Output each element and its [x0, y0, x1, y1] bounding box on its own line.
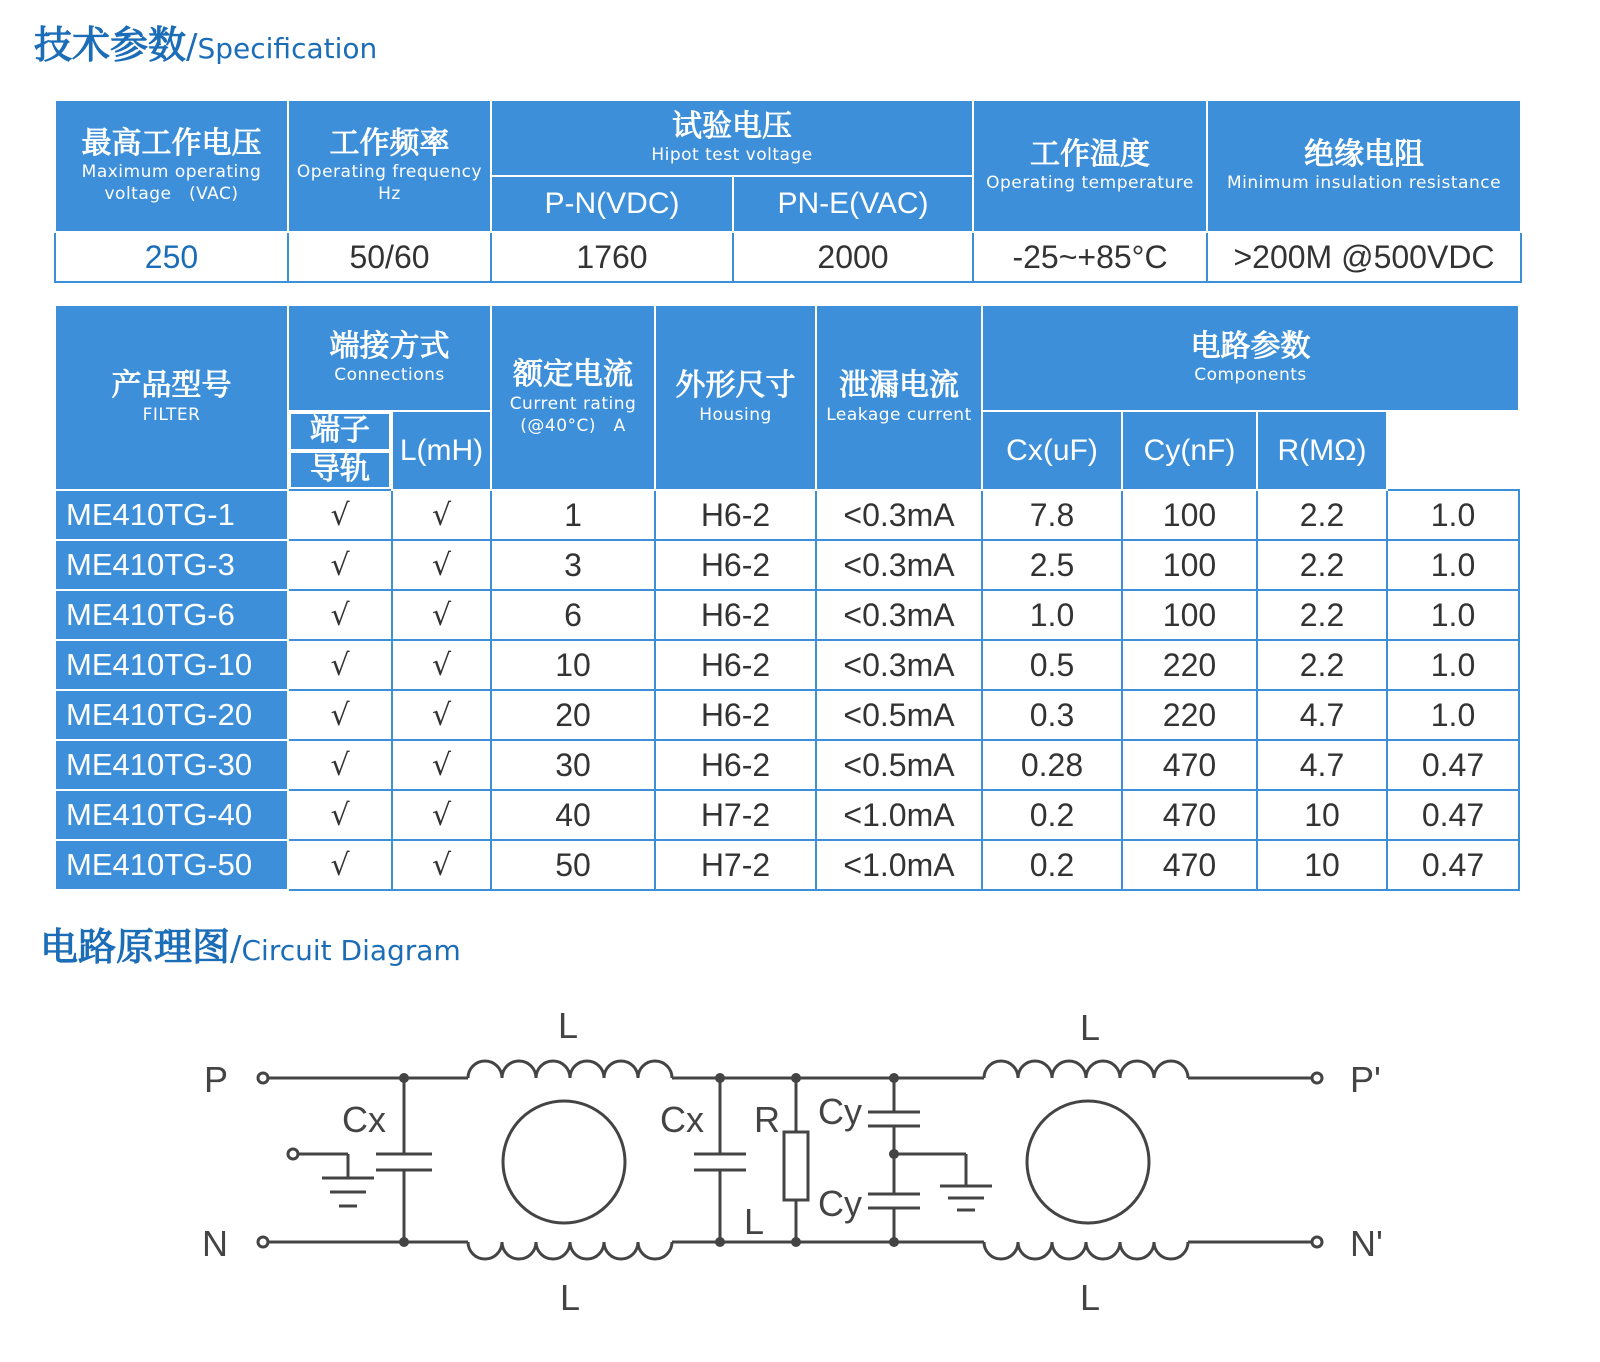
header-temperature-cn: 工作温度 — [1030, 136, 1150, 172]
cell-model: ME410TG-30 — [55, 740, 288, 790]
cell-current: 20 — [491, 690, 655, 740]
core-1 — [503, 1101, 625, 1223]
cell-current: 40 — [491, 790, 655, 840]
header-max-voltage-en1: Maximum operating — [81, 162, 262, 183]
cell-rail: √ — [392, 690, 491, 740]
header-connections-cn: 端接方式 — [329, 328, 450, 364]
circuit-wires — [268, 1061, 1312, 1259]
cell-current: 6 — [491, 590, 655, 640]
cell-cy: 2.2 — [1257, 490, 1387, 540]
inductor-top-2 — [984, 1061, 1188, 1078]
junction — [399, 1073, 409, 1083]
label-r: R — [754, 1099, 780, 1140]
header-terminal: 端子 — [289, 412, 391, 451]
junction — [715, 1237, 725, 1247]
cell-housing: H6-2 — [655, 740, 816, 790]
terminals — [258, 1073, 1322, 1247]
core-2 — [1027, 1101, 1149, 1223]
cell-r: 1.0 — [1387, 490, 1519, 540]
table-row — [55, 490, 1519, 540]
cell-cx: 470 — [1122, 740, 1257, 790]
header-temperature — [973, 100, 1207, 232]
cell-rail: √ — [392, 740, 491, 790]
spec-table — [54, 99, 1522, 283]
cell-current: 10 — [491, 640, 655, 690]
table-row — [55, 740, 1519, 790]
header-current-cn: 额定电流 — [513, 357, 633, 393]
label-cy2: Cy — [818, 1183, 862, 1224]
header-leakage-en: Leakage current — [826, 404, 972, 425]
header-frequency-cn: 工作频率 — [329, 125, 450, 161]
header-insulation — [1207, 100, 1521, 232]
cell-rail: √ — [392, 490, 491, 540]
cell-housing: H7-2 — [655, 840, 816, 890]
cell-terminal: √ — [288, 690, 392, 740]
cell-housing: H6-2 — [655, 490, 816, 540]
header-insulation-cn: 绝缘电阻 — [1304, 136, 1424, 172]
junction — [889, 1149, 899, 1159]
label-n-in: N — [202, 1223, 228, 1264]
spec-title-slash: / — [186, 27, 198, 67]
cell-cy: 4.7 — [1257, 690, 1387, 740]
header-hipot-pne: PN-E(VAC) — [733, 176, 973, 232]
circuit-section-title — [40, 916, 461, 971]
value-hipot-pn: 1760 — [491, 232, 733, 282]
value-temperature: -25~+85°C — [973, 232, 1207, 282]
header-model-cn: 产品型号 — [111, 368, 232, 404]
cell-model: ME410TG-20 — [55, 690, 288, 740]
cell-cx: 100 — [1122, 490, 1257, 540]
cell-rail: √ — [392, 590, 491, 640]
value-insulation: >200M @500VDC — [1207, 232, 1521, 282]
circuit-title-en: Circuit Diagram — [241, 934, 461, 967]
header-max-voltage-en2: voltage (VAC) — [104, 184, 239, 205]
cell-leakage: <0.5mA — [816, 690, 982, 740]
header-frequency-en1: Operating frequency — [296, 162, 483, 183]
cell-current: 3 — [491, 540, 655, 590]
cell-terminal: √ — [288, 540, 392, 590]
header-current-en2: (@40°C) A — [520, 415, 626, 436]
header-cy: Cy(nF) — [1122, 411, 1257, 490]
header-model — [55, 305, 288, 490]
cell-housing: H7-2 — [655, 790, 816, 840]
cell-leakage: <0.3mA — [816, 540, 982, 590]
header-current-en1: Current rating — [509, 393, 637, 414]
junction — [791, 1073, 801, 1083]
inductor-bottom-2 — [984, 1242, 1188, 1259]
cell-l: 0.3 — [982, 690, 1122, 740]
terminal-p-in — [258, 1073, 268, 1083]
cell-l: 0.5 — [982, 640, 1122, 690]
junction — [791, 1237, 801, 1247]
label-l-bottom1: L — [560, 1277, 581, 1318]
cell-housing: H6-2 — [655, 540, 816, 590]
cell-current: 30 — [491, 740, 655, 790]
header-hipot-en: Hipot test voltage — [651, 145, 813, 166]
header-current — [491, 305, 655, 490]
header-leakage — [816, 305, 982, 490]
header-frequency-en2: Hz — [378, 184, 401, 205]
header-components-cn: 电路参数 — [1190, 328, 1311, 364]
cell-terminal: √ — [288, 790, 392, 840]
header-max-voltage-cn: 最高工作电压 — [81, 125, 262, 161]
header-housing — [655, 305, 816, 490]
spec-section-title — [34, 14, 377, 69]
junction — [715, 1073, 725, 1083]
header-model-en: FILTER — [142, 404, 201, 425]
spec-title-en: Specification — [197, 32, 378, 65]
cell-cy: 2.2 — [1257, 590, 1387, 640]
cell-rail: √ — [392, 640, 491, 690]
header-rail: 导轨 — [289, 451, 391, 490]
cell-current: 50 — [491, 840, 655, 890]
junction — [889, 1073, 899, 1083]
cell-model: ME410TG-3 — [55, 540, 288, 590]
cell-cx: 470 — [1122, 790, 1257, 840]
spec-title-cn: 技术参数 — [34, 23, 187, 67]
header-components — [982, 305, 1519, 411]
cell-housing: H6-2 — [655, 690, 816, 740]
label-l-mid: L — [744, 1201, 765, 1242]
cell-r: 1.0 — [1387, 590, 1519, 640]
header-frequency — [288, 100, 491, 232]
cell-cy: 4.7 — [1257, 740, 1387, 790]
cell-leakage: <1.0mA — [816, 840, 982, 890]
cell-current: 1 — [491, 490, 655, 540]
header-housing-cn: 外形尺寸 — [675, 368, 796, 404]
table-row — [55, 540, 1519, 590]
cell-cx: 220 — [1122, 690, 1257, 740]
terminal-p-out — [1312, 1073, 1322, 1083]
model-table — [54, 304, 1520, 891]
value-hipot-pne: 2000 — [733, 232, 973, 282]
model-table-body — [55, 490, 1519, 890]
label-cx2: Cx — [660, 1099, 704, 1140]
table-row — [55, 640, 1519, 690]
circuit-labels — [202, 1005, 1383, 1318]
header-housing-en: Housing — [699, 404, 772, 425]
cell-leakage: <0.5mA — [816, 740, 982, 790]
circuit-title-cn: 电路原理图 — [40, 925, 231, 969]
resistor — [784, 1132, 808, 1200]
cell-model: ME410TG-10 — [55, 640, 288, 690]
cell-rail: √ — [392, 790, 491, 840]
label-cx1: Cx — [342, 1099, 386, 1140]
circuit-title-slash: / — [230, 929, 242, 969]
cell-leakage: <1.0mA — [816, 790, 982, 840]
cell-r: 1.0 — [1387, 640, 1519, 690]
cell-terminal: √ — [288, 840, 392, 890]
header-max-voltage — [55, 100, 288, 232]
cell-l: 7.8 — [982, 490, 1122, 540]
cell-leakage: <0.3mA — [816, 640, 982, 690]
table-row — [55, 690, 1519, 740]
cell-terminal: √ — [288, 490, 392, 540]
header-insulation-en: Minimum insulation resistance — [1226, 173, 1502, 194]
cell-cy: 2.2 — [1257, 540, 1387, 590]
terminal-n-in — [258, 1237, 268, 1247]
cell-l: 2.5 — [982, 540, 1122, 590]
cell-cx: 470 — [1122, 840, 1257, 890]
cell-l: 0.2 — [982, 790, 1122, 840]
cell-l: 0.28 — [982, 740, 1122, 790]
table-row — [55, 590, 1519, 640]
cell-terminal: √ — [288, 640, 392, 690]
inductor-bottom-1 — [468, 1242, 672, 1259]
cell-leakage: <0.3mA — [816, 490, 982, 540]
cell-r: 1.0 — [1387, 690, 1519, 740]
label-l-bottom2: L — [1080, 1277, 1101, 1318]
cell-cy: 2.2 — [1257, 640, 1387, 690]
cell-housing: H6-2 — [655, 590, 816, 640]
cell-r: 0.47 — [1387, 840, 1519, 890]
cell-terminal: √ — [288, 740, 392, 790]
cell-r: 1.0 — [1387, 540, 1519, 590]
cell-housing: H6-2 — [655, 640, 816, 690]
junction — [399, 1237, 409, 1247]
value-frequency: 50/60 — [288, 232, 491, 282]
junction — [889, 1237, 899, 1247]
cell-cx: 100 — [1122, 540, 1257, 590]
header-r: R(MΩ) — [1257, 411, 1387, 490]
label-p-out: P' — [1350, 1059, 1381, 1100]
label-l-top1: L — [558, 1005, 579, 1046]
header-hipot-pn: P-N(VDC) — [491, 176, 733, 232]
cell-cx: 220 — [1122, 640, 1257, 690]
cell-cy: 10 — [1257, 790, 1387, 840]
header-hipot-cn: 试验电压 — [672, 108, 792, 144]
header-components-en: Components — [1194, 365, 1307, 386]
cell-leakage: <0.3mA — [816, 590, 982, 640]
cell-terminal: √ — [288, 590, 392, 640]
value-max-voltage: 250 — [55, 232, 288, 282]
inductor-top-1 — [468, 1061, 672, 1078]
header-hipot — [491, 100, 973, 176]
table-row — [55, 790, 1519, 840]
label-n-out: N' — [1350, 1223, 1383, 1264]
header-temperature-en: Operating temperature — [986, 173, 1194, 194]
cell-r: 0.47 — [1387, 790, 1519, 840]
circuit-diagram — [150, 990, 1450, 1330]
label-p-in: P — [204, 1059, 229, 1100]
cell-model: ME410TG-40 — [55, 790, 288, 840]
cell-rail: √ — [392, 840, 491, 890]
cell-r: 0.47 — [1387, 740, 1519, 790]
cell-cy: 10 — [1257, 840, 1387, 890]
spec-values-row — [55, 232, 1521, 282]
header-connections — [288, 305, 491, 411]
label-cy1: Cy — [818, 1091, 862, 1132]
cell-model: ME410TG-6 — [55, 590, 288, 640]
cell-rail: √ — [392, 540, 491, 590]
cell-model: ME410TG-1 — [55, 490, 288, 540]
table-row — [55, 840, 1519, 890]
header-cx: Cx(uF) — [982, 411, 1122, 490]
terminal-ground-in — [288, 1149, 298, 1159]
cell-l: 1.0 — [982, 590, 1122, 640]
header-l: L(mH) — [392, 411, 491, 490]
terminal-n-out — [1312, 1237, 1322, 1247]
label-l-top2: L — [1080, 1007, 1101, 1048]
cell-cx: 100 — [1122, 590, 1257, 640]
cell-model: ME410TG-50 — [55, 840, 288, 890]
header-connections-en: Connections — [334, 365, 445, 386]
header-leakage-cn: 泄漏电流 — [839, 368, 959, 404]
cell-l: 0.2 — [982, 840, 1122, 890]
